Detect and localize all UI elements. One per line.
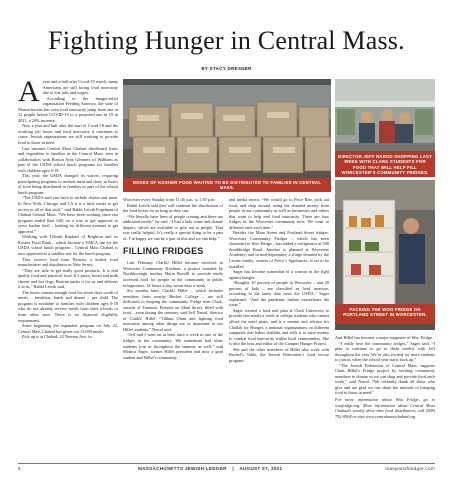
director-photo <box>335 79 435 177</box>
article-byline: BY STACY DRESNER <box>201 66 252 71</box>
paragraph: “Jeff and I went on at least once a week to one of the fridges in the community. We sometimes had other students join us throughout the summer as well,” said Monica Sager, former Hillel president and now a grad student and Hillel’s community <box>123 332 223 360</box>
article-column-2 <box>123 197 223 459</box>
page-number: 6 <box>18 466 21 471</box>
paragraph: Last February ClarkU Hillel became involved in Worcester Community Kitchens, a project founded by Northborough teacher Maria Ravelli to provide easily accessed food for people in the community in public refrigerators, 24 hours a day, seven days a week. <box>123 260 223 288</box>
paragraph: “Roughly 10 percent of people in Worcester – and 20 percent of kids – are classified as food insecure, according to the latest data from the USDA,” Sager explained. “And the pandemic further exacerbates the issue.” <box>229 280 329 308</box>
paragraph: “I really love the community fridges,” Sager said. “I plan to continue to go to them weekly with Jeff throughout the year. We’re also excited for more students to join us when the school year starts back up.” <box>335 340 435 363</box>
more-info-note: For more information about Woo Fridge, go to woofridge.org. More information about Central Mass Chabad’s weekly drive-thru food distribution, call (508) 752-0904 or visit www.centralmasschabad.org <box>335 397 435 419</box>
paragraph: Sager has become somewhat of a warrior in the fight against hunger. <box>229 269 329 280</box>
paragraph: “They are able to get really good products. It is real quality food and practical food. It’s pizza, bread and milk cheese and hot dogs. Bertran packs it for us and delivers it to us,” Rabbi Leivik said. <box>18 267 118 290</box>
paragraph: Besides the Main Street and Portland Street fridges, Worcester Community Fridges – which has been shortened to Woo Fridge – has added a refrigerator at 500 Southbridge Road. Another is planned at Worcester Academy; and in mid-September, a fridge donated by the Levine family, owners of Percy’s Appliances, is set to be installed. <box>229 230 329 269</box>
issue-date: AUGUST 27, 2021 <box>239 466 283 471</box>
footer-rule <box>18 463 435 464</box>
paragraph: According to the hunger-relief organization Feeding America, the state of Massachusetts has seen food insecurity jump from one in 12 people before COVID-19 to a projected one in 10 in 2021, a 20% increase. <box>18 95 118 123</box>
article-column-4 <box>335 335 435 459</box>
paragraph: “The Jewish Federation of Central Mass. supports Clark Hillel’s Fridge project by inviting community members to donate so we can shop and provide food each week,” said Narod. “We certainly thank all those who give and are glad we can share the mitzvah of bringing food to those in need.” <box>335 362 435 396</box>
paragraph: This year, the USDA changed its waiver, requiring participating programs to include meat and dairy in boxes of food being distributed to families as part of the school lunch program. <box>18 173 118 195</box>
article-column-3 <box>229 197 329 459</box>
fridge-photo-caption: PACKING THE WOO FRIDGE ON PORTLAND STREET IN WORCESTER. <box>335 304 435 324</box>
section-subhead: FILLING FRIDGES <box>123 246 204 257</box>
paragraph: The boxes contain enough food for seven days worth of meals – breakfast, lunch and dinner – per child. The program is available to families with children ages 0-18 who do not already receive meals from their schools or from other sites. There is no financial eligibility requirement. <box>18 289 118 323</box>
paragraph: and media intern. “We would go to Price Rite, pick out food, and shop around, using the donated money from people in our community as well as businesses and others that want to help end food insecurity. There are four fridges in the Worcester community now. We went to different ones each time.” <box>229 197 329 230</box>
paragraph: She and the other members of Hillel also work with Rachel’s Table, the Jewish Federation’s food rescue program. <box>229 346 329 363</box>
boxes-photo-caption: BOXES OF KOSHER FOOD WAITING TO BE DISTRIBUTED TO FAMILIES IN CENTRAL MASS. <box>123 178 331 192</box>
paragraph: Last summer Central Mass Chabad distributed fruits and vegetables to families in the Central Mass. area in collaboration with Boston Area Gleaners of Waltham as part of the USDA school lunch programs for families with children ages 0-18. <box>18 145 118 173</box>
paragraph: Rabbi Leivik said they will continue the distribution of the food boxes for as long as they can. <box>123 202 223 214</box>
paragraph: “We literally have lines of people coming and there are additional needs,” he said. “I had a lady come and donate diapers, which are available to give out to people. That was really helpful. It’s really a special thing to be a part of. I’m happy we can be a part of this and we can help.” <box>123 213 223 241</box>
paragraph: Worcester every Sunday from 11:45 a.m. to 1:30 p.m. <box>123 197 216 202</box>
paragraph-text: year and a half after Covid-19 struck, many Americans are still facing food insecurity due to lost jobs and wages. <box>42 79 118 96</box>
paragraph: Working with Tiferith Raphael of Brighton and its Kosher Food Bank – which became a YMCA site for the USDA school lunch program – Central Mass Chabad is now approved as a satellite site for the lunch program. <box>18 234 118 256</box>
paragraph: Six months later, ClarkU Hillel – which includes members from nearby Becker College – are still dedicated to keeping the community Fridge near Clark, outside of Fantastic Pizzeria on Main Street, filled with food – even during the summer, said Jeff Narod, director of ClarkU Hillel. “Tikkun Olam and fighting food insecurity among other things are so important to our Hillel students,” Narod said. <box>123 288 223 332</box>
paragraph: And Hillel has become a major supporter of Woo Fridge. <box>335 335 433 340</box>
boxes-photo-image <box>123 79 331 192</box>
paragraph: “The USDA said you have to include cheese and meat. In New York, Chicago and LA it is a little easier to get access to all of that stuff,” said Rabbi Leivik Fogelman of Chabad Central Mass. “We have been working since our program ended [last fall] on a way to get approval to serve kosher food – looking for different avenues to get approval.” <box>18 195 118 234</box>
paragraph-lead <box>18 79 118 108</box>
website-link[interactable]: masjewishledger.com <box>385 466 435 471</box>
director-photo-caption: DIRECTOR JEFF NAROD SHOPPING LAST WEEK WITH CLARK STUDENTS FOR FOOD THAT WILL HELP FILL WORCESTER’S COMMUNITY FRIDGES. <box>335 151 435 177</box>
article-column-1 <box>18 79 118 459</box>
paragraph: They receive food from Bertran, a kosher food manufacturer and distributor in New Jersey. <box>18 256 118 268</box>
paragraph: Now a year and half after the start of Covid-19 and the resulting job losses and food insecurity it continues to cause, Jewish organizations are still working to provide food to those in need. <box>18 123 118 146</box>
article-headline: Fighting Hunger in Central Mass. <box>48 26 405 55</box>
fridge-photo <box>335 180 435 330</box>
paragraph: Pick up is at Chabad, 22 Newton Ave. in <box>22 334 92 340</box>
footer-publication <box>138 466 282 471</box>
publication-name: MASSACHUSETTS JEWISH LEDGER <box>138 466 227 471</box>
paragraph: Sager created a food nail plan at Clark University to provide free meals a week to college students who cannot afford the meal plans, and is a mentor and advisor for Challah for Hunger, a national organizations on different campuses that bakes challahs and sells it to raise money to combat food insecurity within local communities. She is also the host and editor of the Campus Hunger Project. <box>229 307 329 347</box>
paragraph: Since beginning the expanded program on July 22, Central Mass Chabad has given out 15,000 meals. <box>18 323 118 334</box>
footer-separator: | <box>232 466 234 471</box>
boxes-photo <box>123 79 331 192</box>
drop-cap: A <box>18 79 40 108</box>
